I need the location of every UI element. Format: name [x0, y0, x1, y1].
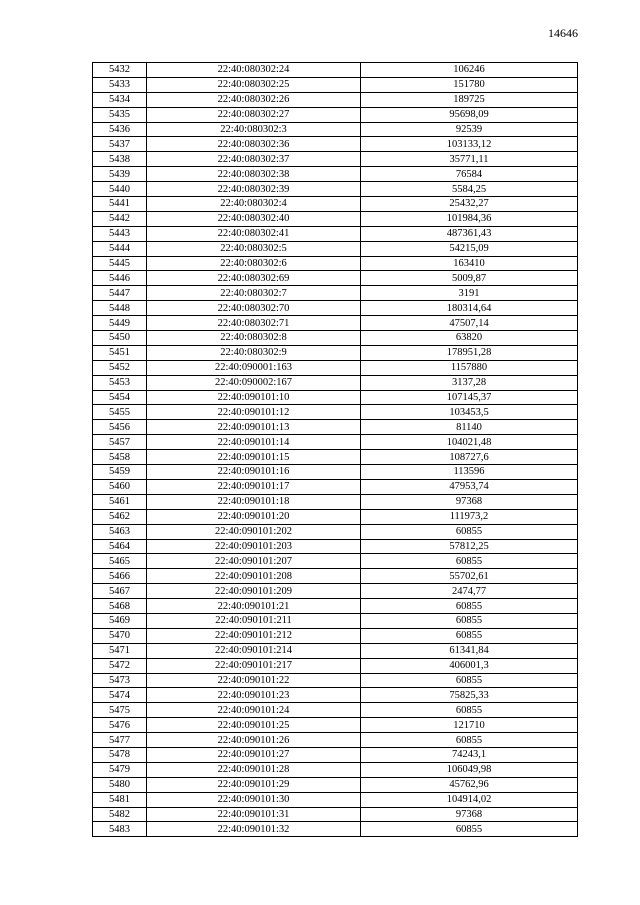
row-number-cell: 5459	[93, 465, 147, 480]
row-number-cell: 5463	[93, 524, 147, 539]
table-row	[93, 628, 578, 643]
cadastral-value-table	[92, 62, 578, 837]
cadastral-number-cell: 22:40:090101:23	[147, 688, 361, 703]
row-number-cell: 5456	[93, 420, 147, 435]
cadastral-value-cell: 487361,43	[361, 226, 578, 241]
cadastral-value-cell: 25432,27	[361, 197, 578, 212]
cadastral-number-cell: 22:40:090101:25	[147, 718, 361, 733]
table-row	[93, 435, 578, 450]
table-row	[93, 747, 578, 762]
cadastral-number-cell: 22:40:090101:21	[147, 599, 361, 614]
cadastral-value-cell: 104021,48	[361, 435, 578, 450]
table-row	[93, 256, 578, 271]
cadastral-number-cell: 22:40:090101:217	[147, 658, 361, 673]
cadastral-number-cell: 22:40:090101:29	[147, 777, 361, 792]
cadastral-number-cell: 22:40:090002:167	[147, 375, 361, 390]
row-number-cell: 5479	[93, 762, 147, 777]
cadastral-number-cell: 22:40:090101:32	[147, 822, 361, 837]
table-row	[93, 360, 578, 375]
table-row	[93, 509, 578, 524]
table-row	[93, 792, 578, 807]
row-number-cell: 5450	[93, 331, 147, 346]
table-row	[93, 673, 578, 688]
cadastral-value-cell: 61341,84	[361, 643, 578, 658]
cadastral-value-cell: 3191	[361, 286, 578, 301]
cadastral-number-cell: 22:40:080302:71	[147, 316, 361, 331]
cadastral-value-cell: 60855	[361, 822, 578, 837]
row-number-cell: 5464	[93, 539, 147, 554]
row-number-cell: 5468	[93, 599, 147, 614]
row-number-cell: 5480	[93, 777, 147, 792]
cadastral-value-cell: 106246	[361, 63, 578, 78]
cadastral-number-cell: 22:40:080302:3	[147, 122, 361, 137]
cadastral-value-cell: 121710	[361, 718, 578, 733]
row-number-cell: 5465	[93, 554, 147, 569]
cadastral-number-cell: 22:40:090101:18	[147, 494, 361, 509]
row-number-cell: 5482	[93, 807, 147, 822]
cadastral-number-cell: 22:40:090101:14	[147, 435, 361, 450]
cadastral-number-cell: 22:40:080302:36	[147, 137, 361, 152]
row-number-cell: 5478	[93, 747, 147, 762]
table-row	[93, 569, 578, 584]
table-row	[93, 271, 578, 286]
row-number-cell: 5439	[93, 167, 147, 182]
row-number-cell: 5446	[93, 271, 147, 286]
cadastral-number-cell: 22:40:090101:17	[147, 479, 361, 494]
row-number-cell: 5467	[93, 584, 147, 599]
table-row	[93, 762, 578, 777]
table-row	[93, 524, 578, 539]
table-row	[93, 345, 578, 360]
cadastral-value-cell: 60855	[361, 524, 578, 539]
cadastral-value-cell: 113596	[361, 465, 578, 480]
row-number-cell: 5473	[93, 673, 147, 688]
table-row	[93, 286, 578, 301]
row-number-cell: 5458	[93, 450, 147, 465]
table-row	[93, 405, 578, 420]
table-row	[93, 599, 578, 614]
cadastral-value-cell: 97368	[361, 807, 578, 822]
row-number-cell: 5452	[93, 360, 147, 375]
table-body	[93, 63, 578, 837]
cadastral-number-cell: 22:40:090101:209	[147, 584, 361, 599]
cadastral-value-cell: 92539	[361, 122, 578, 137]
row-number-cell: 5451	[93, 345, 147, 360]
table-row	[93, 211, 578, 226]
table-row	[93, 316, 578, 331]
cadastral-number-cell: 22:40:090101:12	[147, 405, 361, 420]
row-number-cell: 5457	[93, 435, 147, 450]
row-number-cell: 5440	[93, 182, 147, 197]
cadastral-number-cell: 22:40:080302:4	[147, 197, 361, 212]
table-row	[93, 241, 578, 256]
cadastral-number-cell: 22:40:090101:207	[147, 554, 361, 569]
table-row	[93, 539, 578, 554]
table-row	[93, 718, 578, 733]
cadastral-number-cell: 22:40:080302:41	[147, 226, 361, 241]
table-row	[93, 420, 578, 435]
cadastral-number-cell: 22:40:090101:13	[147, 420, 361, 435]
cadastral-number-cell: 22:40:080302:26	[147, 92, 361, 107]
row-number-cell: 5436	[93, 122, 147, 137]
cadastral-value-cell: 55702,61	[361, 569, 578, 584]
table-row	[93, 822, 578, 837]
table-row	[93, 658, 578, 673]
row-number-cell: 5443	[93, 226, 147, 241]
page-number: 14646	[548, 26, 578, 40]
cadastral-value-cell: 163410	[361, 256, 578, 271]
cadastral-value-cell: 60855	[361, 628, 578, 643]
row-number-cell: 5483	[93, 822, 147, 837]
cadastral-number-cell: 22:40:080302:27	[147, 107, 361, 122]
row-number-cell: 5481	[93, 792, 147, 807]
cadastral-number-cell: 22:40:090101:203	[147, 539, 361, 554]
table-row	[93, 494, 578, 509]
cadastral-number-cell: 22:40:090101:31	[147, 807, 361, 822]
table-row	[93, 63, 578, 78]
row-number-cell: 5466	[93, 569, 147, 584]
table-row	[93, 688, 578, 703]
cadastral-value-cell: 406001,3	[361, 658, 578, 673]
row-number-cell: 5438	[93, 152, 147, 167]
cadastral-number-cell: 22:40:080302:24	[147, 63, 361, 78]
row-number-cell: 5462	[93, 509, 147, 524]
row-number-cell: 5434	[93, 92, 147, 107]
row-number-cell: 5469	[93, 613, 147, 628]
cadastral-value-cell: 63820	[361, 331, 578, 346]
cadastral-number-cell: 22:40:090101:24	[147, 703, 361, 718]
table-row	[93, 733, 578, 748]
cadastral-value-cell: 60855	[361, 703, 578, 718]
cadastral-number-cell: 22:40:080302:6	[147, 256, 361, 271]
cadastral-value-cell: 151780	[361, 77, 578, 92]
cadastral-value-cell: 60855	[361, 673, 578, 688]
cadastral-number-cell: 22:40:090001:163	[147, 360, 361, 375]
row-number-cell: 5432	[93, 63, 147, 78]
cadastral-number-cell: 22:40:080302:40	[147, 211, 361, 226]
cadastral-number-cell: 22:40:090101:30	[147, 792, 361, 807]
cadastral-value-cell: 106049,98	[361, 762, 578, 777]
cadastral-value-cell: 54215,09	[361, 241, 578, 256]
cadastral-value-cell: 104914,02	[361, 792, 578, 807]
row-number-cell: 5444	[93, 241, 147, 256]
cadastral-value-cell: 103453,5	[361, 405, 578, 420]
table-row	[93, 301, 578, 316]
row-number-cell: 5475	[93, 703, 147, 718]
cadastral-value-cell: 111973,2	[361, 509, 578, 524]
cadastral-value-cell: 178951,28	[361, 345, 578, 360]
cadastral-number-cell: 22:40:090101:28	[147, 762, 361, 777]
cadastral-number-cell: 22:40:080302:5	[147, 241, 361, 256]
row-number-cell: 5447	[93, 286, 147, 301]
cadastral-number-cell: 22:40:080302:7	[147, 286, 361, 301]
row-number-cell: 5449	[93, 316, 147, 331]
cadastral-value-cell: 60855	[361, 599, 578, 614]
cadastral-number-cell: 22:40:080302:25	[147, 77, 361, 92]
table-row	[93, 554, 578, 569]
cadastral-value-cell: 189725	[361, 92, 578, 107]
row-number-cell: 5445	[93, 256, 147, 271]
row-number-cell: 5471	[93, 643, 147, 658]
cadastral-number-cell: 22:40:080302:70	[147, 301, 361, 316]
table-row	[93, 122, 578, 137]
row-number-cell: 5470	[93, 628, 147, 643]
cadastral-value-cell: 60855	[361, 613, 578, 628]
table-row	[93, 613, 578, 628]
cadastral-number-cell: 22:40:080302:39	[147, 182, 361, 197]
row-number-cell: 5472	[93, 658, 147, 673]
row-number-cell: 5455	[93, 405, 147, 420]
cadastral-value-cell: 47953,74	[361, 479, 578, 494]
cadastral-value-cell: 45762,96	[361, 777, 578, 792]
cadastral-number-cell: 22:40:090101:26	[147, 733, 361, 748]
table-row	[93, 465, 578, 480]
row-number-cell: 5448	[93, 301, 147, 316]
cadastral-value-cell: 3137,28	[361, 375, 578, 390]
row-number-cell: 5454	[93, 390, 147, 405]
cadastral-number-cell: 22:40:080302:69	[147, 271, 361, 286]
row-number-cell: 5442	[93, 211, 147, 226]
cadastral-number-cell: 22:40:090101:20	[147, 509, 361, 524]
cadastral-value-cell: 180314,64	[361, 301, 578, 316]
row-number-cell: 5476	[93, 718, 147, 733]
cadastral-value-cell: 101984,36	[361, 211, 578, 226]
row-number-cell: 5453	[93, 375, 147, 390]
cadastral-number-cell: 22:40:080302:8	[147, 331, 361, 346]
table-row	[93, 92, 578, 107]
cadastral-value-cell: 57812,25	[361, 539, 578, 554]
row-number-cell: 5460	[93, 479, 147, 494]
cadastral-value-cell: 60855	[361, 554, 578, 569]
cadastral-value-cell: 103133,12	[361, 137, 578, 152]
cadastral-number-cell: 22:40:090101:16	[147, 465, 361, 480]
table-row	[93, 226, 578, 241]
cadastral-number-cell: 22:40:090101:10	[147, 390, 361, 405]
cadastral-number-cell: 22:40:090101:208	[147, 569, 361, 584]
cadastral-number-cell: 22:40:080302:37	[147, 152, 361, 167]
table-row	[93, 807, 578, 822]
row-number-cell: 5461	[93, 494, 147, 509]
table-row	[93, 152, 578, 167]
cadastral-value-cell: 60855	[361, 733, 578, 748]
table-row	[93, 643, 578, 658]
cadastral-number-cell: 22:40:080302:38	[147, 167, 361, 182]
table-row	[93, 331, 578, 346]
cadastral-value-cell: 5009,87	[361, 271, 578, 286]
table-row	[93, 137, 578, 152]
cadastral-number-cell: 22:40:090101:214	[147, 643, 361, 658]
cadastral-value-cell: 5584,25	[361, 182, 578, 197]
table-row	[93, 777, 578, 792]
cadastral-value-cell: 81140	[361, 420, 578, 435]
row-number-cell: 5435	[93, 107, 147, 122]
cadastral-number-cell: 22:40:090101:202	[147, 524, 361, 539]
table-row	[93, 479, 578, 494]
row-number-cell: 5441	[93, 197, 147, 212]
cadastral-value-cell: 1157880	[361, 360, 578, 375]
cadastral-value-cell: 35771,11	[361, 152, 578, 167]
cadastral-value-cell: 95698,09	[361, 107, 578, 122]
row-number-cell: 5437	[93, 137, 147, 152]
cadastral-value-cell: 47507,14	[361, 316, 578, 331]
table-row	[93, 77, 578, 92]
table-row	[93, 107, 578, 122]
cadastral-number-cell: 22:40:090101:15	[147, 450, 361, 465]
cadastral-value-cell: 74243,1	[361, 747, 578, 762]
cadastral-number-cell: 22:40:090101:211	[147, 613, 361, 628]
row-number-cell: 5477	[93, 733, 147, 748]
cadastral-value-cell: 76584	[361, 167, 578, 182]
cadastral-value-cell: 107145,37	[361, 390, 578, 405]
cadastral-number-cell: 22:40:080302:9	[147, 345, 361, 360]
table-row	[93, 375, 578, 390]
table-row	[93, 167, 578, 182]
table-row	[93, 450, 578, 465]
cadastral-number-cell: 22:40:090101:212	[147, 628, 361, 643]
row-number-cell: 5433	[93, 77, 147, 92]
cadastral-value-cell: 108727,6	[361, 450, 578, 465]
cadastral-number-cell: 22:40:090101:27	[147, 747, 361, 762]
table-row	[93, 703, 578, 718]
table-row	[93, 390, 578, 405]
cadastral-value-cell: 75825,33	[361, 688, 578, 703]
table-row	[93, 584, 578, 599]
table-row	[93, 182, 578, 197]
cadastral-value-cell: 97368	[361, 494, 578, 509]
table-row	[93, 197, 578, 212]
cadastral-value-cell: 2474,77	[361, 584, 578, 599]
row-number-cell: 5474	[93, 688, 147, 703]
cadastral-number-cell: 22:40:090101:22	[147, 673, 361, 688]
